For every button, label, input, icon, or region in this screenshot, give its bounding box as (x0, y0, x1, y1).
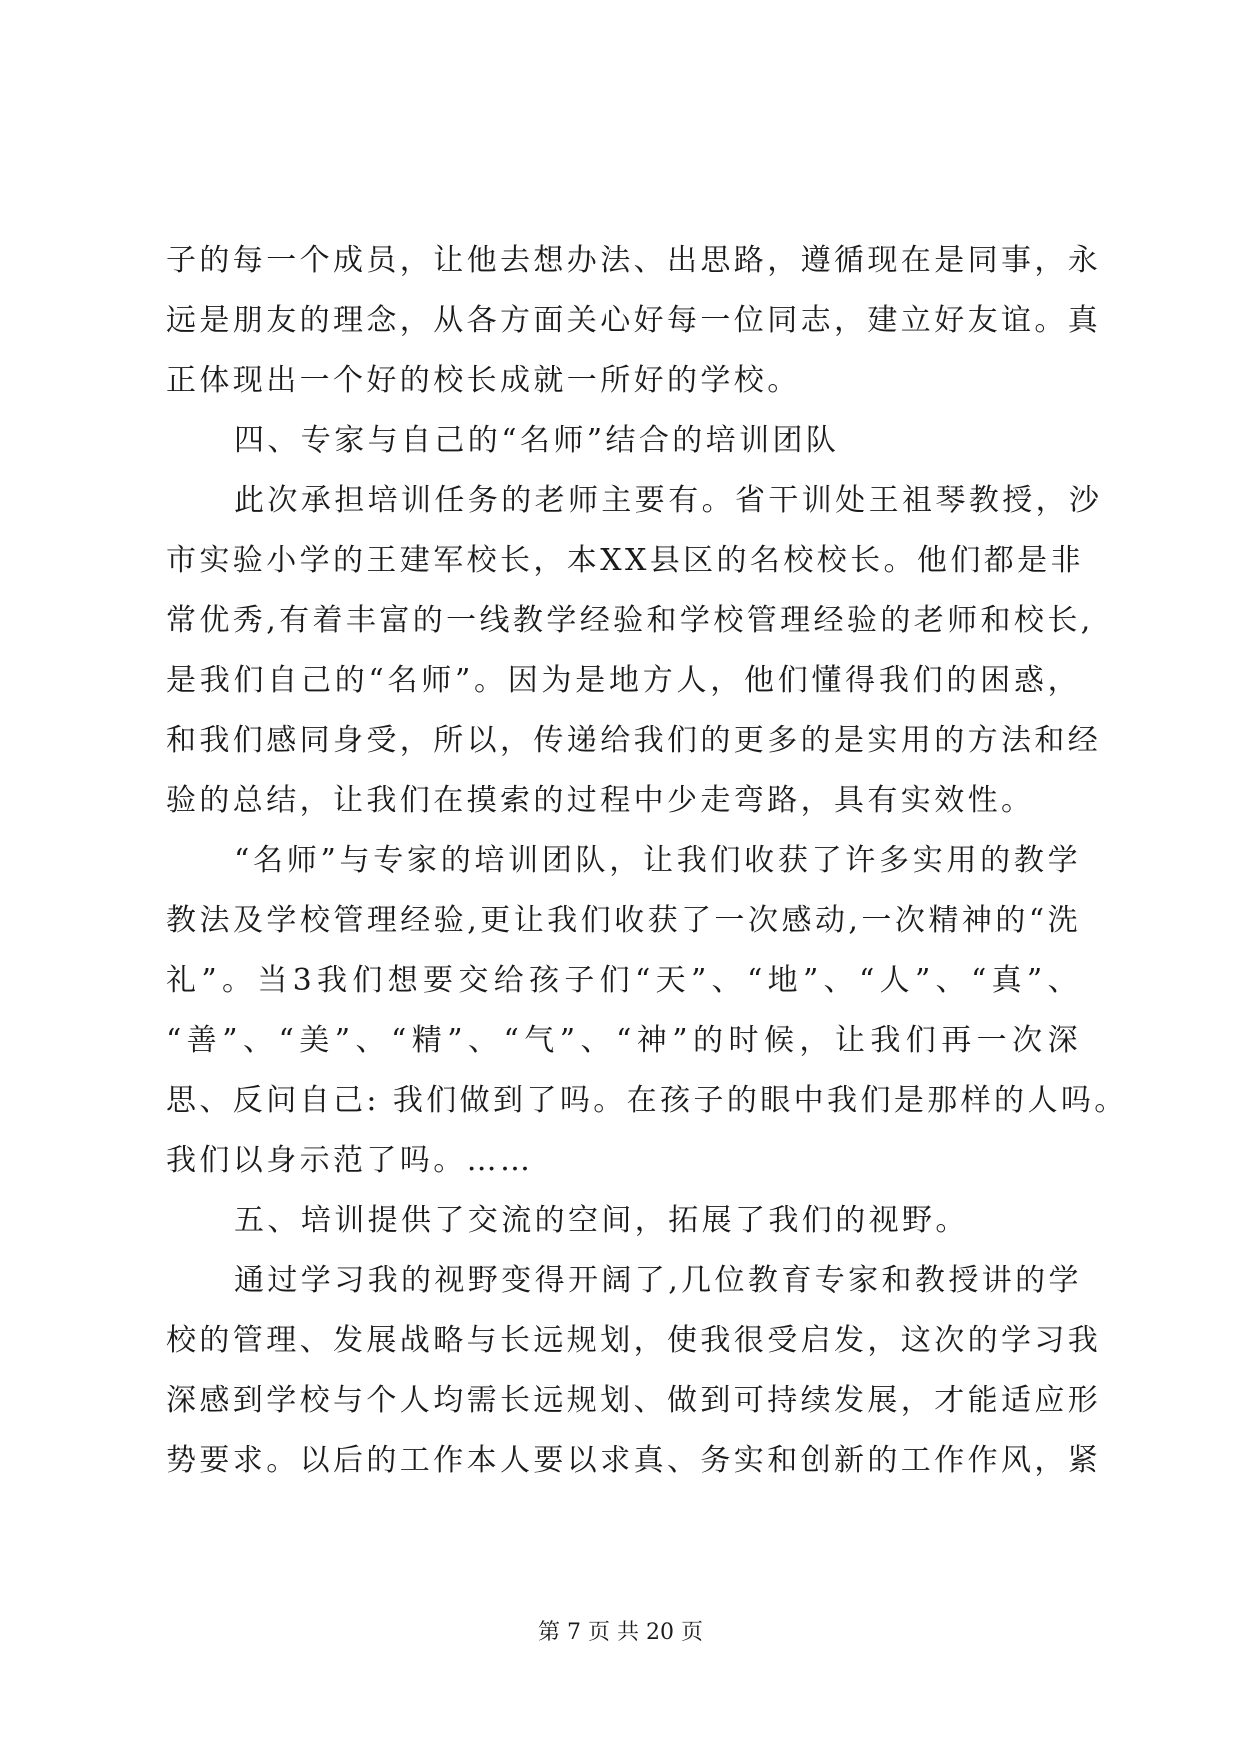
text-line: 市实验小学的王建军校长，本XX县区的名校校长。他们都是非 (166, 543, 1084, 578)
text-line: 教法及学校管理经验,更让我们收获了一次感动,一次精神的“洗 (166, 903, 1081, 938)
text-line: 验的总结，让我们在摸索的过程中少走弯路，具有实效性。 (166, 783, 1035, 818)
text-line: 子的每一个成员，让他去想办法、出思路，遵循现在是同事，永 (166, 243, 1102, 278)
text-line: 礼”。当3我们想要交给孩子们“天”、“地”、“人”、“真”、 (166, 963, 1081, 998)
section-heading: 四、专家与自己的“名师”结合的培训团队 (234, 423, 840, 458)
text-line: “善”、“美”、“精”、“气”、“神”的时候，让我们再一次深 (166, 1023, 1081, 1058)
text-line: 我们以身示范了吗。…… (166, 1143, 534, 1178)
text-line: 远是朋友的理念，从各方面关心好每一位同志，建立好友谊。真 (166, 303, 1102, 338)
text-line: 势要求。以后的工作本人要以求真、务实和创新的工作作风，紧 (166, 1443, 1102, 1478)
text-line: 是我们自己的“名师”。因为是地方人，他们懂得我们的困惑， (166, 663, 1081, 698)
text-line: 通过学习我的视野变得开阔了,几位教育专家和教授讲的学 (234, 1263, 1082, 1298)
text-line: “名师”与专家的培训团队，让我们收获了许多实用的教学 (234, 843, 1081, 878)
text-line: 常优秀,有着丰富的一线教学经验和学校管理经验的老师和校长, (166, 603, 1094, 638)
text-line: 此次承担培训任务的老师主要有。省干训处王祖琴教授，沙 (234, 483, 1103, 518)
text-line: 思、反问自己: 我们做到了吗。在孩子的眼中我们是那样的人吗。 (166, 1083, 1128, 1118)
text-line: 深感到学校与个人均需长远规划、做到可持续发展，才能适应形 (166, 1383, 1102, 1418)
document-body (166, 231, 1128, 1491)
text-line: 和我们感同身受，所以，传递给我们的更多的是实用的方法和经 (166, 723, 1102, 758)
page-number-footer: 第 7 页 共 20 页 (538, 1620, 703, 1645)
text-line: 校的管理、发展战略与长远规划，使我很受启发，这次的学习我 (166, 1323, 1102, 1358)
text-line: 正体现出一个好的校长成就一所好的学校。 (166, 363, 801, 398)
section-heading: 五、培训提供了交流的空间，拓展了我们的视野。 (234, 1203, 969, 1238)
